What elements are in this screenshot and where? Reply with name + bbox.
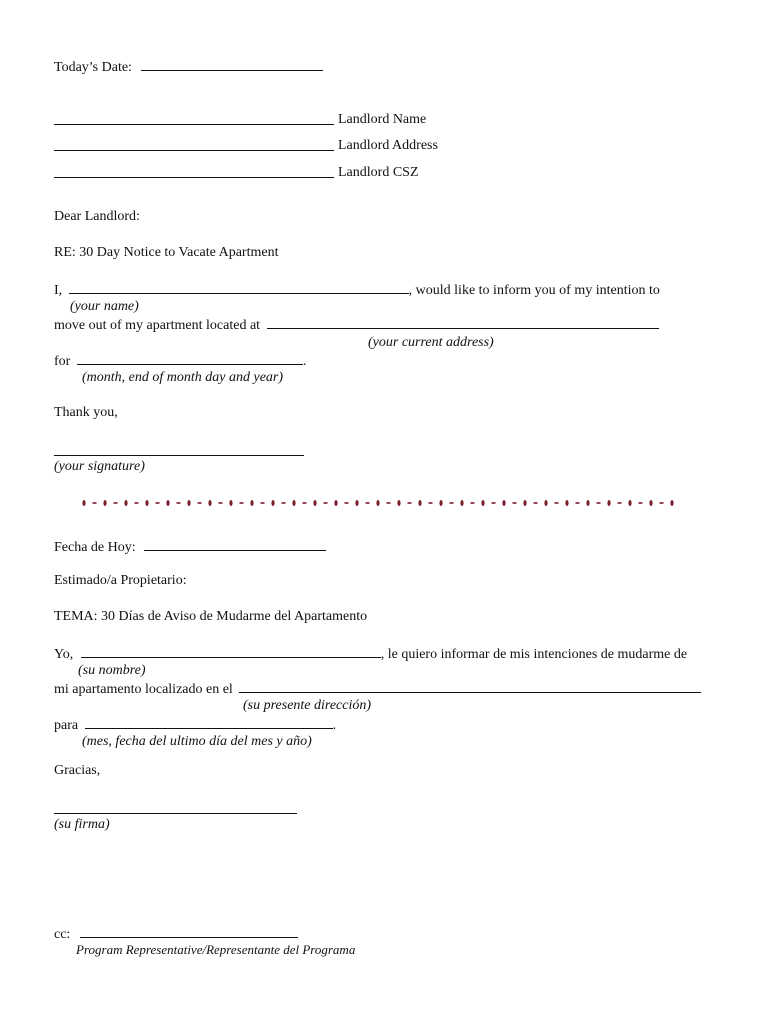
divider-ornament: [271, 500, 274, 506]
decorative-divider: [82, 498, 682, 508]
for-suffix: .: [302, 354, 307, 369]
para-suffix: .: [332, 718, 337, 733]
landlord-address-field[interactable]: [54, 150, 334, 151]
move-out-prefix: move out of my apartment located at: [54, 318, 261, 333]
for-date-line: [54, 352, 306, 370]
salutation: Dear Landlord:: [54, 209, 140, 224]
cc-field[interactable]: [80, 925, 298, 938]
divider-ornament: [355, 500, 358, 506]
divider-ornament: [418, 500, 421, 506]
su-firma-hint: (su firma): [54, 817, 110, 832]
divider-ornament: [303, 502, 307, 504]
current-address-field[interactable]: [267, 316, 659, 329]
tema-line: TEMA: 30 Días de Aviso de Mudarme del Apartamento: [54, 609, 368, 624]
divider-ornament: [229, 500, 232, 506]
move-out-line: [54, 316, 659, 334]
divider-ornament: [114, 502, 118, 504]
divider-ornament: [597, 502, 601, 504]
divider-ornament: [628, 500, 631, 506]
todays-date-row: [54, 58, 323, 76]
fecha-label: Fecha de Hoy:: [54, 540, 136, 555]
su-fecha-field[interactable]: [85, 716, 333, 729]
su-direccion-hint: (su presente dirección): [243, 698, 372, 713]
divider-ornament: [397, 500, 400, 506]
current-address-hint: (your current address): [368, 335, 494, 350]
divider-ornament: [471, 502, 475, 504]
divider-ornament: [586, 500, 589, 506]
date-hint: (month, end of month day and year): [82, 370, 284, 385]
divider-ornament: [135, 502, 139, 504]
landlord-csz-label: Landlord CSZ: [338, 165, 419, 180]
yo-prefix: Yo,: [54, 647, 74, 662]
your-name-field[interactable]: [69, 281, 409, 294]
divider-ornament: [145, 500, 148, 506]
divider-ornament: [166, 500, 169, 506]
divider-ornament: [502, 500, 505, 506]
divider-ornament: [555, 502, 559, 504]
divider-ornament: [187, 500, 190, 506]
divider-ornament: [450, 502, 454, 504]
divider-ornament: [103, 500, 106, 506]
landlord-csz-field[interactable]: [54, 177, 334, 178]
divider-ornament: [513, 502, 517, 504]
divider-ornament: [492, 502, 496, 504]
divider-ornament: [240, 502, 244, 504]
divider-ornament: [366, 502, 370, 504]
divider-ornament: [387, 502, 391, 504]
divider-ornament: [376, 500, 379, 506]
todays-date-field[interactable]: [141, 58, 323, 71]
intent-line: [54, 281, 660, 299]
para-line: [54, 716, 336, 734]
divider-ornament: [313, 500, 316, 506]
fecha-row: [54, 538, 326, 556]
divider-ornament: [639, 502, 643, 504]
todays-date-label: Today’s Date:: [54, 60, 132, 75]
yo-line: [54, 645, 687, 663]
re-line: RE: 30 Day Notice to Vacate Apartment: [54, 245, 279, 260]
divider-ornament: [219, 502, 223, 504]
divider-ornament: [82, 500, 85, 506]
divider-ornament: [576, 502, 580, 504]
divider-ornament: [429, 502, 433, 504]
intent-line-suffix: , would like to inform you of my intention to: [408, 283, 660, 298]
su-nombre-hint: (su nombre): [78, 663, 146, 678]
divider-ornament: [481, 500, 484, 506]
para-prefix: para: [54, 718, 79, 733]
cc-hint: Program Representative/Representante del Programa: [76, 942, 356, 957]
spanish-salutation: Estimado/a Propietario:: [54, 573, 187, 588]
divider-ornament: [460, 500, 463, 506]
divider-ornament: [544, 500, 547, 506]
divider-ornament: [439, 500, 442, 506]
divider-ornament: [261, 502, 265, 504]
divider-ornament: [208, 500, 211, 506]
yo-suffix: , le quiero informar de mis intenciones de mudarme de: [380, 647, 688, 662]
divider-ornament: [534, 502, 538, 504]
divider-ornament: [324, 502, 328, 504]
cc-row: [54, 925, 298, 943]
divider-ornament: [565, 500, 568, 506]
landlord-address-label: Landlord Address: [338, 138, 438, 153]
divider-ornament: [177, 502, 181, 504]
signature-field[interactable]: [54, 455, 304, 456]
signature-hint: (your signature): [54, 459, 145, 474]
cc-label: cc:: [54, 927, 71, 942]
divider-ornament: [523, 500, 526, 506]
divider-ornament: [282, 502, 286, 504]
divider-ornament: [345, 502, 349, 504]
divider-ornament: [292, 500, 295, 506]
divider-ornament: [124, 500, 127, 506]
divider-ornament: [660, 502, 664, 504]
gracias: Gracias,: [54, 763, 101, 778]
your-name-hint: (your name): [70, 299, 139, 314]
divider-ornament: [250, 500, 253, 506]
divider-ornament: [198, 502, 202, 504]
su-nombre-field[interactable]: [81, 645, 381, 658]
for-prefix: for: [54, 354, 71, 369]
apartamento-line: [54, 680, 701, 698]
divider-ornament: [670, 500, 673, 506]
divider-ornament: [649, 500, 652, 506]
su-firma-field[interactable]: [54, 813, 297, 814]
divider-ornament: [156, 502, 160, 504]
landlord-name-label: Landlord Name: [338, 112, 427, 127]
divider-ornament: [618, 502, 622, 504]
apartamento-prefix: mi apartamento localizado en el: [54, 682, 233, 697]
su-direccion-field[interactable]: [239, 680, 701, 693]
move-date-field[interactable]: [77, 352, 303, 365]
su-fecha-hint: (mes, fecha del ultimo día del mes y año): [82, 734, 312, 749]
divider-ornament: [93, 502, 97, 504]
fecha-field[interactable]: [144, 538, 326, 551]
landlord-name-field[interactable]: [54, 124, 334, 125]
closing: Thank you,: [54, 405, 118, 420]
intent-line-prefix: I,: [54, 283, 63, 298]
divider-ornament: [334, 500, 337, 506]
divider-ornament: [408, 502, 412, 504]
divider-ornament: [607, 500, 610, 506]
